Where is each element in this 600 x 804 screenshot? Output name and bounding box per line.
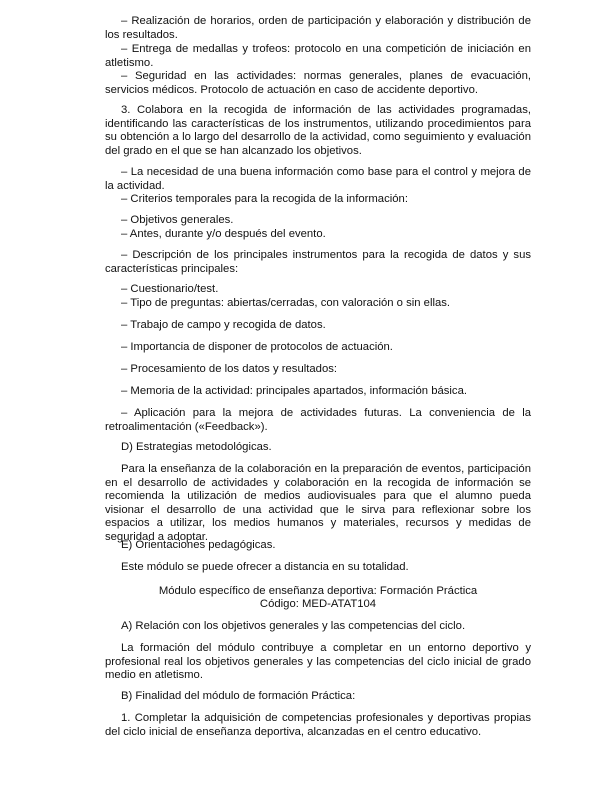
numbered-paragraph: 3. Colabora en la recogida de información de las actividades programadas, identificando las características de los instrumentos, utilizando procedimientos para su obtención a lo largo del desarrollo de la actividad, como seguimiento y evaluación del grado en el que se han alcanzado los objetivos. bbox=[105, 104, 531, 157]
bullet-paragraph: – La necesidad de una buena información como base para el control y mejora de la actividad. bbox=[105, 166, 531, 192]
bullet-paragraph: – Realización de horarios, orden de participación y elaboración y distribución de los resultados. bbox=[105, 15, 531, 41]
body-paragraph: Para la enseñanza de la colaboración en la preparación de eventos, participación en el desarrollo de actividades y colaboración en la recogida de información se recomienda la utilización de medios audiovisuales para que el alumno pueda visionar el desarrollo de una actividad que le sirva para reflexionar sobre los espacios a utilizar, los medios humanos y materiales, recursos y medidas de seguridad a adoptar. bbox=[105, 463, 531, 543]
bullet-paragraph: – Aplicación para la mejora de actividades futuras. La conveniencia de la retroalimentación («Feedback»). bbox=[105, 407, 531, 433]
body-paragraph: La formación del módulo contribuye a completar en un entorno deportivo y profesional real los objetivos generales y las competencias del ciclo inicial de grado medio en atletismo. bbox=[105, 642, 531, 682]
bullet-paragraph: – Procesamiento de los datos y resultados: bbox=[121, 363, 338, 375]
bullet-paragraph: – Seguridad en las actividades: normas generales, planes de evacuación, servicios médicos. Protocolo de actuación en caso de accidente deportivo. bbox=[105, 70, 531, 96]
bullet-paragraph: – Cuestionario/test. bbox=[121, 283, 219, 295]
bullet-paragraph: – Objetivos generales. bbox=[121, 214, 234, 226]
bullet-paragraph: – Trabajo de campo y recogida de datos. bbox=[121, 319, 326, 331]
bullet-paragraph: – Entrega de medallas y trofeos: protocolo en una competición de iniciación en atletismo. bbox=[105, 43, 531, 69]
bullet-paragraph: – Descripción de los principales instrumentos para la recogida de datos y sus características principales: bbox=[105, 249, 531, 275]
bullet-paragraph: – Memoria de la actividad: principales apartados, información básica. bbox=[121, 385, 467, 397]
section-heading-a: A) Relación con los objetivos generales y las competencias del ciclo. bbox=[121, 620, 466, 632]
section-heading-e: E) Orientaciones pedagógicas. bbox=[121, 539, 276, 551]
bullet-paragraph: – Tipo de preguntas: abiertas/cerradas, con valoración o sin ellas. bbox=[121, 297, 451, 309]
section-heading-d: D) Estrategias metodológicas. bbox=[121, 441, 272, 453]
bullet-paragraph: – Criterios temporales para la recogida de la información: bbox=[121, 193, 408, 205]
section-heading-b: B) Finalidad del módulo de formación Práctica: bbox=[121, 690, 356, 702]
module-heading-title: Módulo específico de enseñanza deportiva: Formación Práctica bbox=[158, 585, 478, 597]
numbered-paragraph: 1. Completar la adquisición de competencias profesionales y deportivas propias del ciclo inicial de enseñanza deportiva, alcanzadas en el centro educativo. bbox=[105, 712, 531, 738]
module-heading-code: Código: MED-ATAT104 bbox=[259, 598, 377, 610]
bullet-paragraph: – Antes, durante y/o después del evento. bbox=[121, 228, 326, 240]
bullet-paragraph: – Importancia de disponer de protocolos de actuación. bbox=[121, 341, 393, 353]
body-paragraph: Este módulo se puede ofrecer a distancia en su totalidad. bbox=[121, 561, 409, 573]
